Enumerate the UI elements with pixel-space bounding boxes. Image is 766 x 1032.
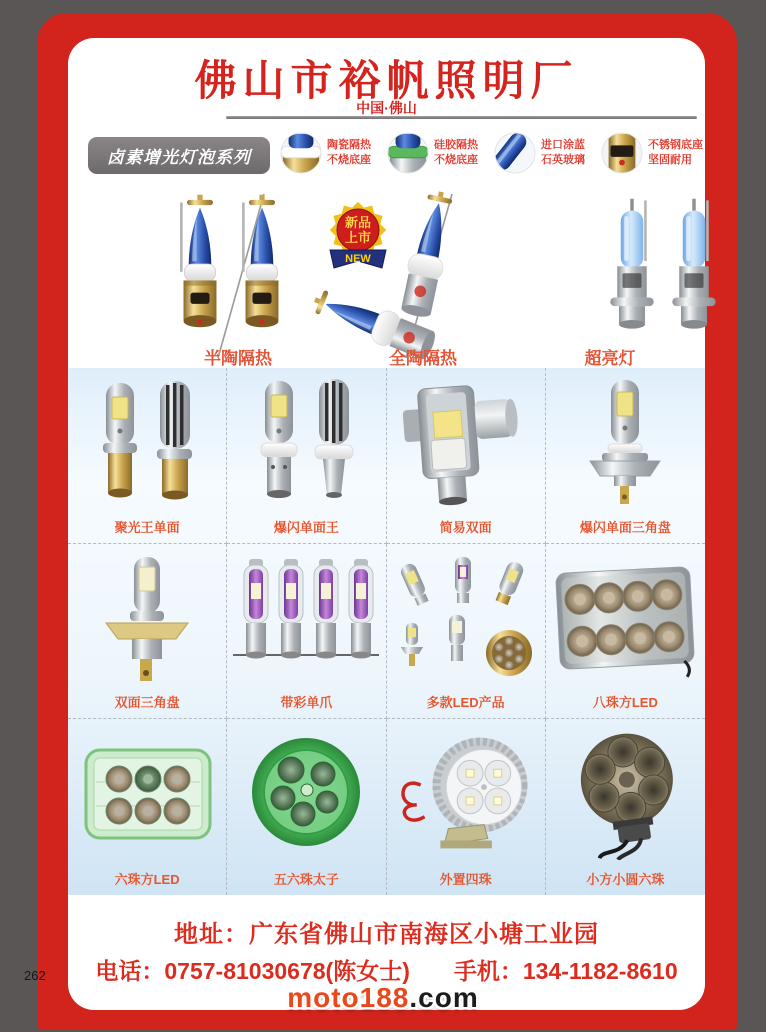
product-label: 外置四珠 xyxy=(439,872,492,887)
feature-ceramic xyxy=(280,132,371,174)
content-area xyxy=(68,38,705,1010)
page-subtitle: 中国·佛山 xyxy=(356,100,417,116)
product-photo-flash-triangle-disc xyxy=(546,368,705,517)
featured-products-section xyxy=(68,186,705,368)
website-logo xyxy=(0,982,766,1014)
product-label: 八珠方LED xyxy=(592,695,658,711)
grid-cell xyxy=(387,368,546,544)
new-product-badge xyxy=(326,200,390,272)
grid-cell xyxy=(546,719,705,895)
page-number: 262 xyxy=(24,968,46,983)
new-badge-line2: 上市 xyxy=(344,230,372,245)
product-photo-five-six-bead-prince xyxy=(227,719,385,869)
product-label: 带彩单爪 xyxy=(280,695,333,711)
new-badge-line3: NEW xyxy=(345,253,371,265)
product-photo-small-round-six-bead xyxy=(546,719,705,869)
featured-product-label: 超亮灯 xyxy=(584,349,636,368)
title-divider xyxy=(226,116,697,119)
ceramic-insulation-icon xyxy=(280,132,322,174)
product-photo-various-led xyxy=(387,544,545,693)
product-photo-half-ceramic xyxy=(174,190,288,338)
product-label: 爆闪单面王 xyxy=(273,519,339,535)
phone-number: 电话：0757-81030678(陈女士) xyxy=(95,958,410,984)
product-label: 小方小圆六珠 xyxy=(586,872,665,887)
series-badge: 卤素增光灯泡系列 xyxy=(88,137,270,174)
product-grid xyxy=(68,368,705,895)
feature-list xyxy=(280,132,703,174)
grid-cell xyxy=(387,544,546,720)
product-label: 双面三角盘 xyxy=(114,695,180,711)
feature-label: 陶瓷隔热 不烧底座 xyxy=(327,139,371,166)
product-photo-external-four-bead xyxy=(387,719,545,869)
grid-cell xyxy=(68,368,227,544)
product-label: 六珠方LED xyxy=(114,872,180,887)
stainless-base-icon xyxy=(601,132,643,174)
product-label: 爆闪单面三角盘 xyxy=(579,519,671,535)
product-label: 聚光王单面 xyxy=(114,519,180,535)
grid-cell xyxy=(227,544,386,720)
feature-blue-quartz xyxy=(494,132,585,174)
new-badge-line1: 新品 xyxy=(344,215,372,230)
product-photo-flash-single-king xyxy=(227,368,385,517)
blue-quartz-glass-icon xyxy=(494,132,536,174)
product-photo-super-bright xyxy=(606,194,720,342)
product-photo-six-bead-square xyxy=(68,719,226,869)
feature-steel-base xyxy=(601,132,703,174)
grid-cell xyxy=(546,368,705,544)
mobile-number: 手机：134-1182-8610 xyxy=(453,958,678,984)
featured-product-label: 全陶隔热 xyxy=(389,349,457,368)
product-photo-spotlight-king xyxy=(68,368,226,517)
product-label: 多款LED产品 xyxy=(426,695,505,711)
grid-cell xyxy=(387,719,546,895)
page-title: 佛山市裕帆照明厂 xyxy=(194,57,579,104)
product-photo-simple-double-side xyxy=(387,368,545,517)
grid-cell xyxy=(227,368,386,544)
featured-product-label: 半陶隔热 xyxy=(204,349,272,368)
website-name: moto188 xyxy=(287,982,410,1013)
product-photo-double-triangle-disc xyxy=(68,544,226,693)
feature-label: 不锈钢底座 坚固耐用 xyxy=(648,139,703,166)
address-line: 地址：广东省佛山市南海区小塘工业园 xyxy=(174,921,599,948)
grid-cell xyxy=(546,544,705,720)
product-photo-colored-single-claw xyxy=(227,544,385,693)
product-photo-eight-bead-square xyxy=(546,544,705,693)
website-tld: .com xyxy=(409,982,479,1013)
feature-label: 硅胶隔热 不烧底座 xyxy=(434,139,478,166)
grid-cell xyxy=(68,544,227,720)
silicone-insulation-icon xyxy=(387,132,429,174)
feature-bar xyxy=(68,128,705,186)
feature-silicone xyxy=(387,132,478,174)
grid-cell xyxy=(227,719,386,895)
feature-label: 进口涂蓝 石英玻璃 xyxy=(541,139,585,166)
product-label: 简易双面 xyxy=(439,519,492,535)
product-label: 五六珠太子 xyxy=(273,872,339,887)
grid-cell xyxy=(68,719,227,895)
